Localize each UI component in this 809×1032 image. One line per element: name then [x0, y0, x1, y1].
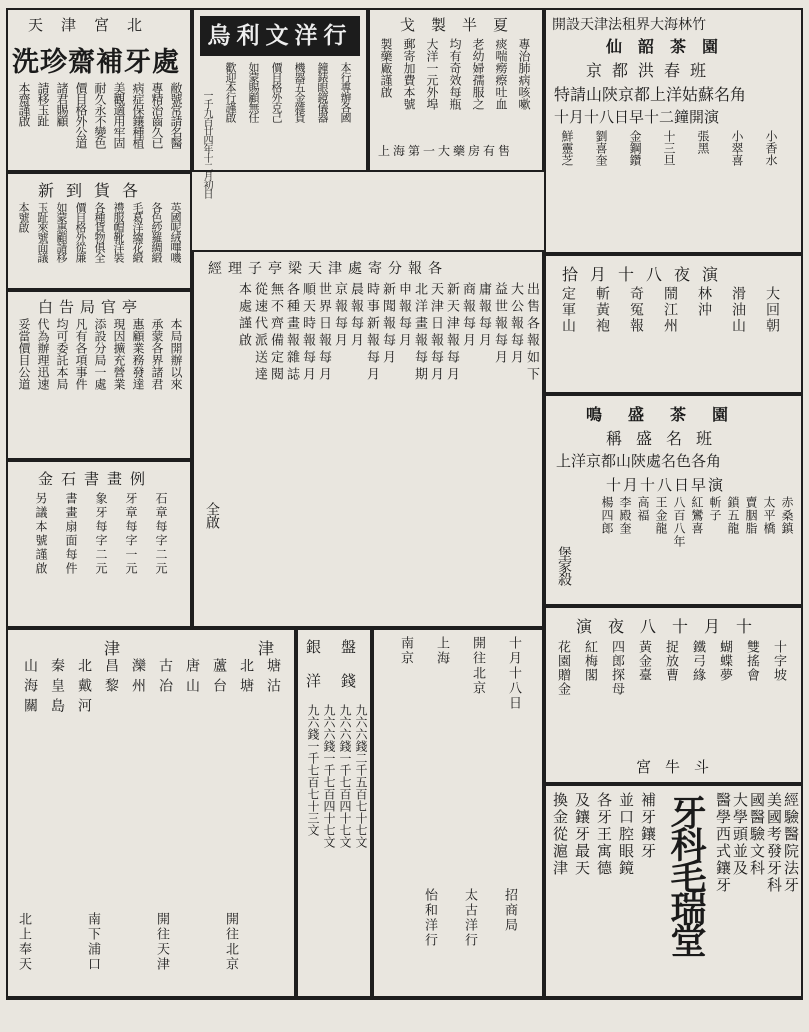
ad-jingli-line: 京報每月 — [332, 282, 347, 350]
ad-night-body — [552, 640, 798, 750]
ad-jinshi-header: 金石書畫例 — [38, 470, 154, 488]
ad-night-item: 四郎探母 — [609, 640, 624, 696]
ad-zhenzhai-line: 本齋謹啟 — [17, 82, 31, 126]
ad-zhenzhai-line: 價目格外公道 — [74, 82, 88, 148]
ad-night-item: 鐵弓緣 — [690, 640, 705, 682]
ad-jingli-line: 新聞報每月 — [380, 282, 395, 367]
ad-jinshi-line: 牙章每字一元 — [124, 492, 138, 576]
ad-xianlin-program-item: 鬧江州 — [662, 286, 678, 334]
ad-mingsheng-item: 太平橋 — [762, 496, 776, 535]
ad-wulixiang-line: 歡迎本行謹啟 — [224, 62, 237, 122]
ad-mingsheng-item: 紅鸞喜 — [690, 496, 704, 535]
ad-train-extra-row: 太古洋行 — [462, 888, 477, 948]
ad-xiazhi-footer: 上海第一大藥房有售 — [378, 144, 514, 158]
ad-xiazhi-header: 戈製半夏 — [400, 16, 525, 34]
ad-baixiao-line: 妥當價目公道 — [17, 318, 31, 390]
ad-xinhuo-line: 價目格外從廉 — [74, 202, 87, 262]
ad-jinshi-line: 另議本號謹啟 — [34, 492, 48, 576]
ad-xianlin-program-body — [552, 286, 798, 390]
ad-yinqian — [296, 628, 377, 998]
ad-shipping-details — [14, 912, 292, 992]
ad-mingsheng-invite: 上洋京都山陝處名色各角 — [556, 452, 722, 470]
ad-night-item: 捉放曹 — [663, 640, 678, 682]
ad-yinqian-subheader: 洋錢 — [306, 672, 377, 690]
ad-zhenzhai — [6, 8, 192, 172]
ad-xiazhi-body — [374, 38, 540, 136]
ad-shipping-station: 灤州 — [130, 658, 146, 698]
bottom-rule — [6, 998, 803, 1000]
ad-xiazhi-line: 老幼婦孺服之 — [471, 38, 485, 110]
ad-jingli — [192, 250, 544, 628]
ad-xianlin-performer: 金鋼鑽 — [628, 130, 642, 166]
ad-jingli-line: 北洋畫報每期 — [412, 282, 427, 384]
ad-baixiao-header: 白告局官亭 — [38, 298, 144, 316]
ad-shipping-station: 塘沽 — [265, 658, 281, 698]
ad-xianlin-program-item: 奇冤報 — [628, 286, 644, 334]
ad-jingli-line: 無不齊備定閱 — [268, 282, 283, 384]
ad-shipping-station: 北塘 — [238, 658, 254, 698]
ad-jingli-line: 天津日報每月 — [428, 282, 443, 384]
ad-jingli-line: 益世報每月 — [492, 282, 507, 367]
ad-jingli-line: 順天時報每月 — [300, 282, 315, 384]
ad-night-item: 十字坡 — [771, 640, 786, 682]
ad-baixiao-line: 添設分局一處 — [93, 318, 107, 390]
ad-dentist-left-line: 國醫驗文科 — [748, 792, 766, 877]
ad-jingli-header: 經理子亭梁天津處寄分報各 — [208, 261, 448, 277]
ad-mingsheng-title: 鳴盛茶園 — [586, 405, 755, 424]
ad-xiazhi-line: 大洋一元外埠 — [425, 38, 439, 110]
ad-jinshi-body — [18, 492, 184, 624]
ad-dentist-right-line: 補牙鑲牙 — [639, 792, 657, 860]
ad-xianlin-program-item: 林沖 — [696, 286, 712, 318]
ad-night-footer: 宮牛斗 — [636, 758, 724, 776]
ad-zhenzhai-line: 病症保鑲種植 — [131, 82, 145, 148]
ad-xianlin-subtitle2: 京都洪春班 — [586, 61, 717, 80]
ad-zhenzhai-line: 美觀適用牢固 — [112, 82, 126, 148]
ad-zhenzhai-line: 耐久永不變色 — [93, 82, 107, 148]
ad-shipping-station: 昌黎 — [103, 658, 119, 698]
ad-dentist-left — [712, 792, 800, 992]
ad-jingli-line: 庸報每月 — [476, 282, 491, 350]
ad-baixiao — [6, 290, 192, 460]
ad-shipping-station: 唐山 — [184, 658, 200, 698]
ad-dentist-left-line: 大學頭並及 — [731, 792, 749, 877]
ad-xianlin-program-header: 拾月十八夜演 — [562, 265, 731, 284]
ad-mingsheng-item: 李殿奎 — [618, 496, 632, 535]
ad-mingsheng-item: 八百八年 — [672, 496, 686, 548]
ad-yinqian-row: 九六六錢一千七百四十七文 — [322, 704, 336, 848]
ad-mingsheng — [544, 394, 803, 606]
ad-xianlin-subtitle1: 仙韶茶園 — [606, 37, 735, 56]
ad-mingsheng-item: 楊四郎 — [600, 496, 614, 535]
ad-wulixiang-line: 價目格外克己 — [270, 62, 283, 122]
ad-yinqian-row: 九六六錢二千五百七十七文 — [354, 704, 368, 848]
ad-zhenzhai-line: 敝號常請名醫 — [169, 82, 183, 148]
ad-wulixiang-body — [222, 62, 362, 168]
ad-shipping-station: 蘆台 — [211, 658, 227, 698]
ad-wulixiang-line: 本行專辦各國 — [339, 62, 352, 122]
ad-jingli-line: 大公報每月 — [508, 282, 523, 367]
ad-xinhuo-line: 各色紗羅綢緞 — [150, 202, 163, 262]
ad-shipping-station: 北戴河 — [76, 658, 92, 718]
ad-shipping-station: 古冶 — [157, 658, 173, 698]
ad-wulixiang — [192, 8, 368, 198]
ad-night — [544, 606, 803, 784]
ad-shipping-detail: 北上奉天 — [16, 912, 31, 972]
ad-train-row: 南京 — [398, 636, 413, 666]
ad-train-extra-row: 招商局 — [502, 888, 517, 933]
ad-dentist-left-line: 美國考發牙科 — [765, 792, 783, 894]
ad-zhenzhai-title: 洗珍齋補牙處 — [12, 47, 180, 78]
ad-mingsheng-item: 賣胭脂 — [744, 496, 758, 535]
ad-baixiao-line: 惠顧業務發達 — [131, 318, 145, 390]
ad-baixiao-line: 代為辦理迅速 — [36, 318, 50, 390]
ad-jinshi-line: 象牙每字二元 — [94, 492, 108, 576]
ad-xianlin-performer: 張黑 — [696, 130, 710, 154]
ad-xianlin-performer: 劉喜奎 — [594, 130, 608, 166]
ad-zhenzhai-line: 諸君賜顧 — [55, 82, 69, 126]
ad-xianlin-program-item: 定軍山 — [560, 286, 576, 334]
ad-jingli-line: 出售各報如下 — [524, 282, 539, 384]
ad-xinhuo-line: 禮服帽靴洋裝 — [112, 202, 125, 262]
ad-night-item: 黃金臺 — [636, 640, 651, 682]
ad-night-item: 蝴蝶夢 — [717, 640, 732, 682]
ad-jinshi-line: 石章每字二元 — [154, 492, 168, 576]
ad-night-item: 紅梅閣 — [582, 640, 597, 682]
ad-xianlin-program-item: 大回朝 — [764, 286, 780, 334]
ad-jingli-line: 申報每月 — [396, 282, 411, 350]
ad-xiazhi-line: 均有奇效每瓶 — [448, 38, 462, 110]
ad-night-item: 花園贈金 — [555, 640, 570, 696]
ad-jingli-line: 世界日報每月 — [316, 282, 331, 384]
ad-train-extra-row: 怡和洋行 — [422, 888, 437, 948]
ad-baixiao-line: 均可委託本局 — [55, 318, 69, 390]
ad-baixiao-line: 承蒙各界諸君 — [150, 318, 164, 390]
ad-shipping-body — [14, 658, 292, 908]
ad-xianlin-opening: 十月十八日早十二鐘開演 — [554, 108, 720, 126]
ad-xinhuo-line: 各種貨物俱全 — [93, 202, 106, 262]
ad-xiazhi-line: 郵寄加費本號 — [402, 38, 416, 110]
ad-wulixiang-banner: 烏利文洋行 — [200, 16, 360, 56]
ad-xianlin-performer: 小香水 — [764, 130, 778, 166]
ad-jingli-signature: 全啟 — [204, 502, 220, 528]
ad-xinhuo-line: 英國呢絨嗶嘰 — [169, 202, 182, 262]
ad-xianlin-program-item: 滑油山 — [730, 286, 746, 334]
ad-shipping-right-header: 津 — [258, 639, 275, 658]
ad-xianlin-title: 開設天津法租界大海林竹 — [552, 17, 706, 33]
ad-shipping-detail: 南下浦口 — [85, 912, 100, 972]
ad-dentist-left-line: 經驗醫院法牙 — [782, 792, 800, 894]
ad-xinhuo-line: 本號啟 — [17, 202, 30, 232]
ad-mingsheng-body — [596, 496, 798, 600]
ad-xinhuo-body — [12, 202, 188, 288]
ad-jinshi — [6, 460, 192, 628]
ad-baixiao-line: 凡有各項事件 — [74, 318, 88, 390]
ad-xiazhi-line: 痰喘癆瘵吐血 — [494, 38, 508, 110]
ad-shipping-header: 津 — [104, 639, 121, 658]
ad-jingli-line: 晨報每月 — [348, 282, 363, 350]
ad-wulixiang-line: 機器五金雜貨 — [293, 62, 306, 122]
ad-dentist-right-line: 各牙王寓德 — [595, 792, 613, 877]
ad-mingsheng-subtitle: 稱盛名班 — [606, 429, 727, 448]
ad-yinqian-header: 銀盤 — [306, 638, 377, 656]
ad-zhenzhai-header: 天津宮北 — [28, 16, 161, 34]
ad-baixiao-body — [12, 318, 188, 458]
ad-baixiao-line: 現因擴充營業 — [112, 318, 126, 390]
ad-baixiao-line: 本局開辦以來 — [169, 318, 183, 390]
ad-xianlin — [544, 8, 803, 254]
ad-xinhuo-header: 新到貨各 — [38, 181, 151, 200]
ad-dentist-right-line: 換金從滬津 — [551, 792, 569, 877]
ad-yinqian-row: 九六錢一千七百七十三文 — [306, 704, 320, 836]
ad-wulixiang-date: 一千九百廿四年十二月初日 — [201, 90, 212, 198]
ad-zhenzhai-line: 請移玉趾 — [36, 82, 50, 126]
ad-dentist-title: 牙科毛瑞堂 — [665, 794, 707, 954]
ad-train-row: 上海 — [434, 636, 449, 666]
ad-xinhuo-line: 如蒙惠顧請移 — [55, 202, 68, 262]
ad-train-extra — [378, 888, 542, 994]
ad-dentist-right — [552, 792, 662, 992]
ad-jingli-body — [234, 282, 540, 624]
ad-train-body — [378, 636, 542, 886]
ad-mingsheng-item: 鎖五龍 — [726, 496, 740, 535]
ad-dentist-right-line: 及鑲牙最天 — [573, 792, 591, 877]
ad-mingsheng-item: 赤桑鎮 — [780, 496, 794, 535]
ad-mingsheng-item: 王金龍 — [654, 496, 668, 535]
ad-yinqian-row: 九六六錢一千七百四十七文 — [338, 704, 352, 848]
ad-xinhuo — [6, 172, 192, 290]
ad-shipping-station: 山海關 — [22, 658, 38, 718]
ad-xiazhi-line: 專治肺病咳嗽 — [517, 38, 531, 110]
ad-xianlin-subtitle3: 特請山陝京都上洋姑蘇名角 — [554, 85, 747, 104]
ad-dentist-left-line: 醫學西式鑲牙 — [714, 792, 732, 894]
ad-mingsheng-footer: 堡家殺 — [556, 546, 572, 585]
ad-shipping — [6, 628, 296, 998]
ad-shipping-station: 秦皇島 — [49, 658, 65, 718]
ad-night-item: 雙搖會 — [744, 640, 759, 682]
ad-train — [372, 628, 544, 998]
ad-xianlin-performer: 小翠喜 — [730, 130, 744, 166]
ad-jinshi-line: 書畫扇面每件 — [64, 492, 78, 576]
ad-jingli-line: 時事新報每月 — [364, 282, 379, 384]
ad-dentist-right-line: 並口腔眼鏡 — [617, 792, 635, 877]
ad-wulixiang-line: 如蒙賜顧無任 — [247, 62, 260, 122]
ad-jingli-line: 新天津報每月 — [444, 282, 459, 384]
ad-xiazhi-line: 製藥廠謹啟 — [379, 38, 393, 98]
ad-train-row: 十月十八日 — [506, 636, 521, 711]
ad-zhenzhai-body — [12, 82, 188, 170]
ad-xiazhi — [368, 8, 544, 172]
ad-xinhuo-line: 玉趾來號面議 — [36, 202, 49, 262]
ad-jingli-line: 本處謹啟 — [236, 282, 251, 350]
ad-jingli-line: 各種畫報雜誌 — [284, 282, 299, 384]
ad-wulixiang-line: 鐘錶眼鏡儀器 — [316, 62, 329, 122]
ad-mingsheng-item: 高福 — [636, 496, 650, 522]
ad-mingsheng-opening: 十月十八日早演 — [606, 476, 726, 494]
ad-yinqian-body — [300, 704, 370, 994]
ad-xianlin-program-item: 斬黃袍 — [594, 286, 610, 334]
ad-jingli-line: 從速代派送達 — [252, 282, 267, 384]
ad-train-row: 開往北京 — [470, 636, 485, 696]
ad-shipping-detail: 開往北京 — [223, 912, 238, 972]
ad-shipping-detail: 開往天津 — [154, 912, 169, 972]
ad-xianlin-performer: 十三旦 — [662, 130, 676, 166]
ad-night-header: 演夜八十月十 — [576, 617, 769, 636]
ad-mingsheng-item: 斬子 — [708, 496, 722, 522]
ad-xianlin-program — [544, 254, 803, 394]
ad-xianlin-body — [552, 130, 798, 250]
ad-dentist — [544, 784, 803, 998]
ad-xianlin-performer: 鮮靈芝 — [560, 130, 574, 166]
ad-jingli-line: 商報每月 — [460, 282, 475, 350]
ad-xinhuo-line: 毛葛洋縐花緞 — [131, 202, 144, 262]
ad-zhenzhai-line: 專精治齒久已 — [150, 82, 164, 148]
